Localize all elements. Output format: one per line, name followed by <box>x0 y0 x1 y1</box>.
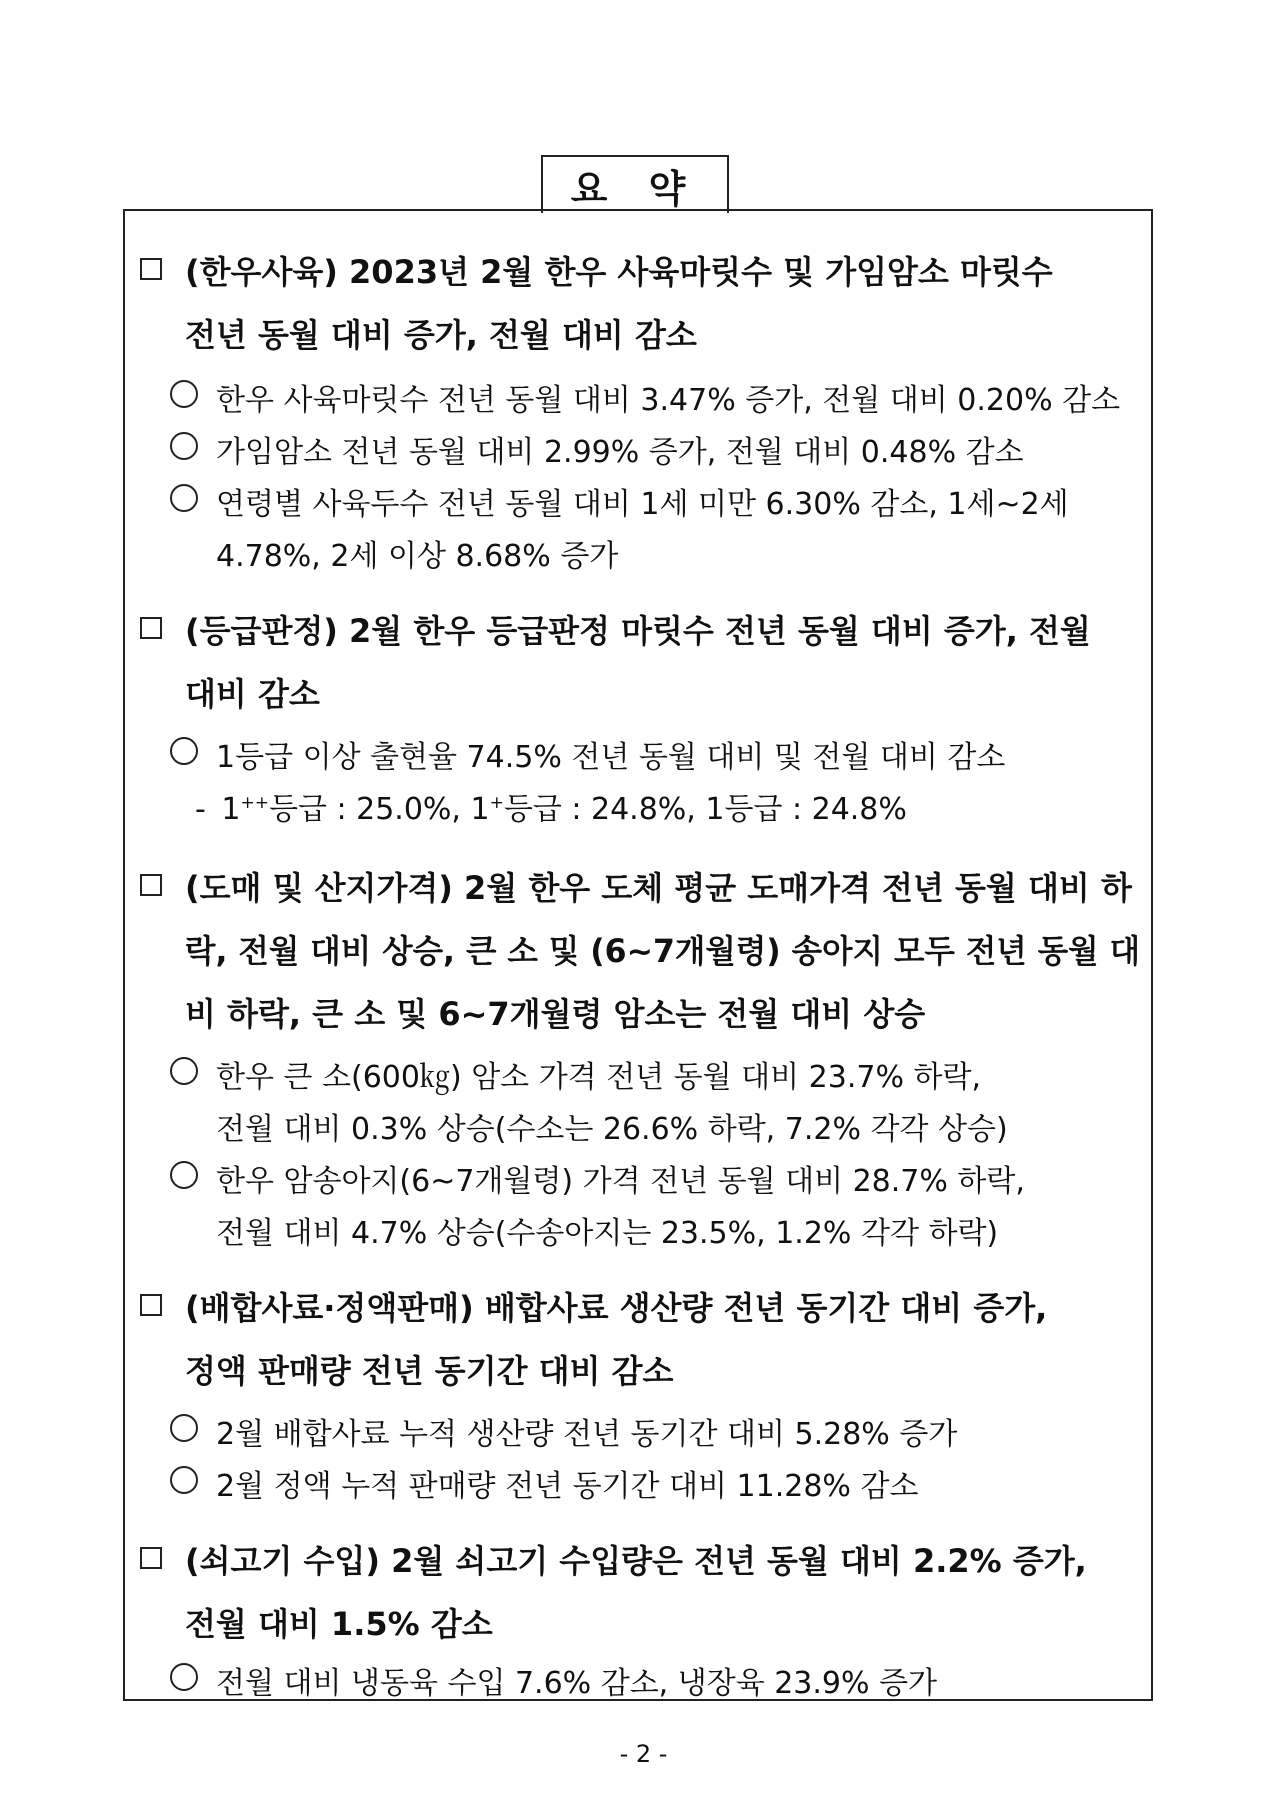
section-heading: 전년 동월 대비 증가, 전월 대비 감소 <box>185 316 697 354</box>
circle-bullet-icon <box>170 1057 198 1085</box>
section-heading: 락, 전월 대비 상승, 큰 소 및 (6~7개월령) 송아지 모두 전년 동월 대 <box>185 932 1141 970</box>
square-bullet-icon <box>140 874 162 896</box>
circle-bullet-icon <box>170 1663 198 1691</box>
grade-1p-base: 1 <box>470 792 490 827</box>
bullet-text: 연령별 사육두수 전년 동월 대비 1세 미만 6.30% 감소, 1세~2세 <box>216 487 1069 522</box>
grade-1-text: 1등급 : 24.8% <box>705 792 907 827</box>
dash: - <box>195 792 206 827</box>
grade-1p-text: 등급 : 24.8%, <box>503 792 696 827</box>
grade-1pp-sup: ++ <box>240 793 269 813</box>
bullet-text: 1등급 이상 출현율 74.5% 전년 동월 대비 및 전월 대비 감소 <box>216 740 1006 775</box>
section-heading: (쇠고기 수입) 2월 쇠고기 수입량은 전년 동월 대비 2.2% 증가, <box>185 1542 1087 1580</box>
bullet-text: 한우 암송아지(6~7개월령) 가격 전년 동월 대비 28.7% 하락, <box>216 1164 1025 1199</box>
section-heading: (등급판정) 2월 한우 등급판정 마릿수 전년 동월 대비 증가, 전월 <box>185 612 1091 650</box>
bullet-text: 가임암소 전년 동월 대비 2.99% 증가, 전월 대비 0.48% 감소 <box>216 435 1024 470</box>
section-heading: 전월 대비 1.5% 감소 <box>185 1605 493 1643</box>
grade-breakdown <box>195 784 907 828</box>
circle-bullet-icon <box>170 484 198 512</box>
circle-bullet-icon <box>170 737 198 765</box>
bullet-text: 2월 정액 누적 판매량 전년 동기간 대비 11.28% 감소 <box>216 1469 919 1504</box>
grade-1pp-text: 등급 : 25.0%, <box>268 792 461 827</box>
section-heading: 대비 감소 <box>185 675 320 713</box>
bullet-text: 전월 대비 4.7% 상승(수송아지는 23.5%, 1.2% 각각 하락) <box>216 1216 999 1251</box>
square-bullet-icon <box>140 1294 162 1316</box>
section-heading: 비 하락, 큰 소 및 6~7개월령 암소는 전월 대비 상승 <box>185 995 926 1033</box>
summary-title: 요 약 <box>541 155 729 213</box>
section-heading: (도매 및 산지가격) 2월 한우 도체 평균 도매가격 전년 동월 대비 하 <box>185 869 1132 907</box>
square-bullet-icon <box>140 1547 162 1569</box>
bullet-text: 한우 큰 소(600㎏) 암소 가격 전년 동월 대비 23.7% 하락, <box>216 1060 982 1095</box>
grade-1pp-base: 1 <box>221 792 241 827</box>
circle-bullet-icon <box>170 1414 198 1442</box>
page-number: - 2 - <box>619 1740 668 1768</box>
square-bullet-icon <box>140 258 162 280</box>
circle-bullet-icon <box>170 380 198 408</box>
circle-bullet-icon <box>170 1466 198 1494</box>
bullet-text: 4.78%, 2세 이상 8.68% 증가 <box>216 539 619 574</box>
square-bullet-icon <box>140 617 162 639</box>
grade-1p-sup: + <box>489 793 504 813</box>
circle-bullet-icon <box>170 432 198 460</box>
bullet-text: 전월 대비 0.3% 상승(수소는 26.6% 하락, 7.2% 각각 상승) <box>216 1112 1008 1147</box>
bullet-text: 전월 대비 냉동육 수입 7.6% 감소, 냉장육 23.9% 증가 <box>216 1666 938 1701</box>
circle-bullet-icon <box>170 1161 198 1189</box>
section-heading: (한우사육) 2023년 2월 한우 사육마릿수 및 가임암소 마릿수 <box>185 253 1053 291</box>
section-heading: 정액 판매량 전년 동기간 대비 감소 <box>185 1352 674 1390</box>
bullet-text: 2월 배합사료 누적 생산량 전년 동기간 대비 5.28% 증가 <box>216 1417 958 1452</box>
section-heading: (배합사료·정액판매) 배합사료 생산량 전년 동기간 대비 증가, <box>185 1289 1048 1327</box>
bullet-text: 한우 사육마릿수 전년 동월 대비 3.47% 증가, 전월 대비 0.20% 감소 <box>216 383 1121 418</box>
